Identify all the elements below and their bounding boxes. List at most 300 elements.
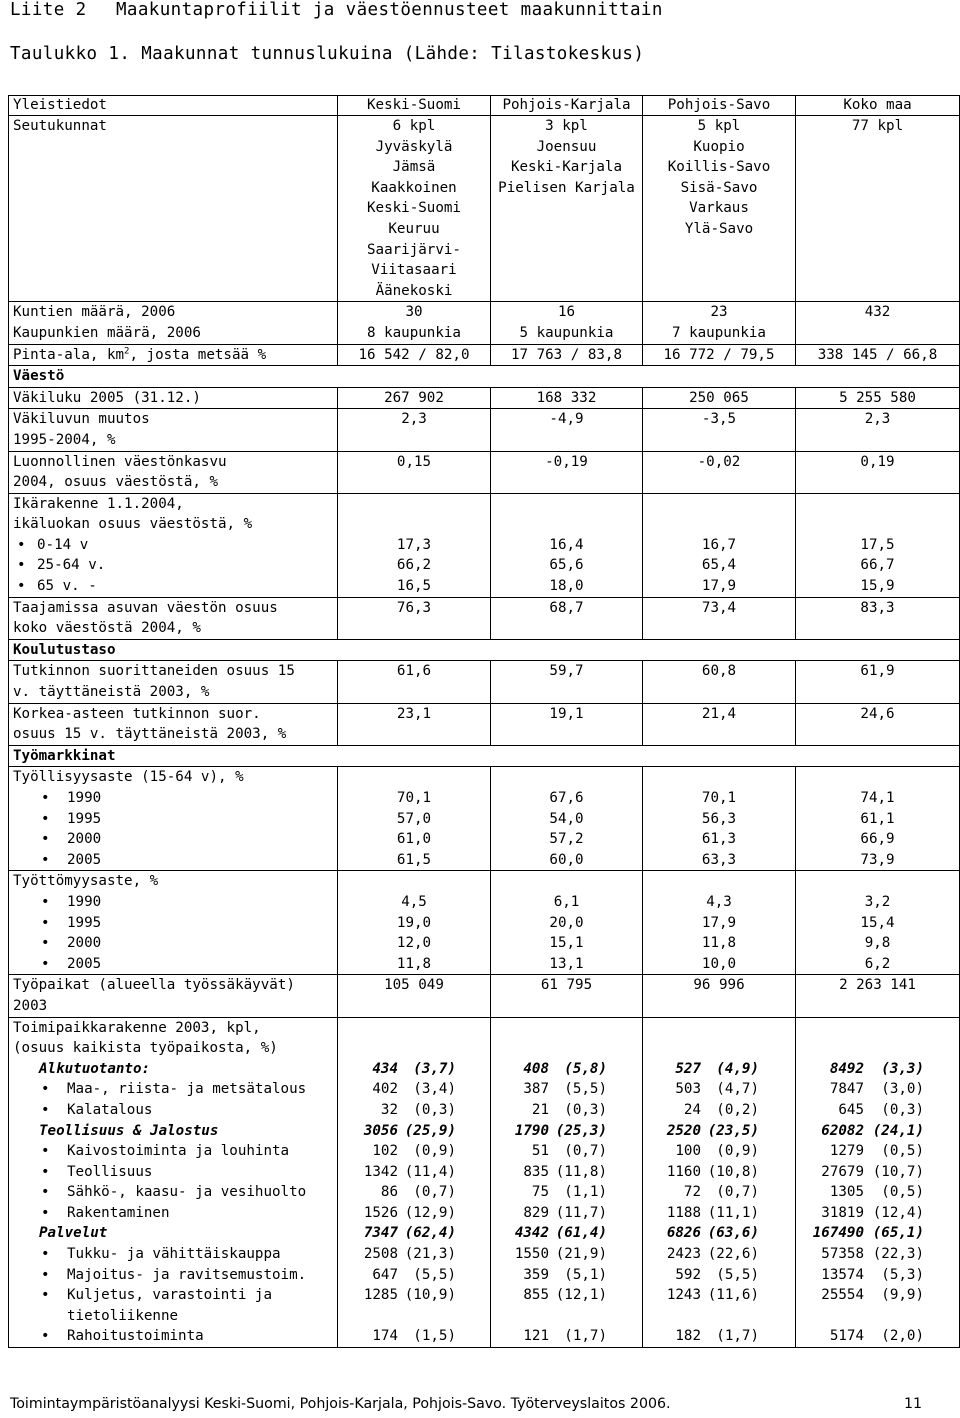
employee-share: (21,9)	[555, 1246, 607, 1263]
tyottomyysaste-item-label: 1990	[67, 893, 102, 910]
section-vaesto-row	[9, 366, 960, 388]
tyottomyysaste-item	[13, 892, 333, 913]
employee-share: (65,1)	[872, 1225, 924, 1242]
employee-count: 27679	[821, 1163, 864, 1180]
sector-item-value	[497, 1182, 638, 1203]
sector-item-value	[802, 1079, 955, 1100]
toimipaikkarakenne-spacer	[344, 1018, 486, 1059]
employee-share: (12,1)	[555, 1287, 607, 1304]
sector-item	[13, 1285, 333, 1326]
tyollisyysaste-spacer	[495, 767, 638, 788]
tyottomyysaste-value-cell	[338, 871, 491, 975]
employee-share: (5,3)	[881, 1266, 924, 1283]
employee-count: 62082	[821, 1122, 864, 1139]
employee-share: (11,1)	[707, 1204, 759, 1221]
ikarakenne-values: 17,5 66,7 15,9	[860, 536, 895, 595]
employee-share: (10,8)	[707, 1163, 759, 1180]
vakiluvun-muutos-value: -3,5	[643, 409, 796, 451]
seutukunnat-row	[9, 116, 960, 302]
employee-count: 1790	[514, 1122, 549, 1139]
taajamissa-value: 76,3	[338, 597, 491, 639]
pinta-ala-label-text: , josta metsää %	[129, 346, 267, 363]
seutukunnat-value: 6 kpl Jyväskylä Jämsä Kaakkoinen Keski-Suomi Keuruu Saarijärvi- Viitasaari Äänekoski	[338, 116, 491, 302]
column-header: Pohjois-Karjala	[491, 96, 643, 116]
sector-item-value	[344, 1244, 486, 1265]
tyollisyysaste-value-cell	[338, 767, 491, 871]
employee-share: (0,7)	[716, 1184, 759, 1201]
sector-total-value	[344, 1059, 486, 1080]
tyottomyysaste-item	[13, 933, 333, 954]
tyollisyysaste-values: 70,1 56,3 61,3 63,3	[701, 790, 737, 868]
tyottomyysaste-item-label: 2000	[67, 935, 102, 952]
employee-share: (0,3)	[413, 1101, 456, 1118]
sector-group-name: Palvelut	[39, 1225, 108, 1242]
sector-total-value	[802, 1223, 955, 1244]
ikarakenne-item	[13, 555, 333, 576]
sector-total-value	[649, 1121, 791, 1142]
employee-count: 174	[372, 1328, 398, 1345]
sector-item-label: Teollisuus	[67, 1163, 153, 1180]
sector-item-value	[802, 1182, 955, 1203]
tyottomyysaste-spacer	[800, 871, 955, 892]
sector-item	[13, 1100, 333, 1121]
vakiluvun-muutos-value: -4,9	[491, 409, 643, 451]
employee-share: (0,2)	[716, 1101, 759, 1118]
employee-count: 2423	[666, 1246, 701, 1263]
kunnat-value: 30 8 kaupunkia	[338, 302, 491, 344]
employee-share: (0,9)	[716, 1143, 759, 1160]
bullet-icon	[41, 850, 50, 871]
ikarakenne-values: 16,4 65,6 18,0	[549, 536, 584, 595]
section-tyomarkkinat: Työmarkkinat	[9, 745, 960, 767]
employee-count: 647	[372, 1266, 398, 1283]
vakiluku-label: Väkiluku 2005 (31.12.)	[9, 387, 338, 409]
employee-share: (4,7)	[716, 1081, 759, 1098]
employee-share: (12,9)	[404, 1204, 456, 1221]
employee-count: 51	[531, 1143, 549, 1160]
ikarakenne-item	[13, 576, 333, 597]
section-tyomarkkinat-row	[9, 745, 960, 767]
pinta-ala-label-sup: 2	[124, 345, 130, 356]
employee-count: 21	[531, 1101, 549, 1118]
bullet-icon	[41, 788, 50, 809]
column-header: Koko maa	[796, 96, 960, 116]
employee-count: 182	[675, 1328, 701, 1345]
employee-share: (21,3)	[404, 1246, 456, 1263]
bullet-icon	[17, 555, 26, 576]
tyottomyysaste-item	[13, 913, 333, 934]
sector-item	[13, 1182, 333, 1203]
employee-share: (1,7)	[716, 1328, 759, 1345]
korkea-asteen-value: 21,4	[643, 703, 796, 745]
employee-count: 1550	[514, 1246, 549, 1263]
luonnollinen-vaestonkasvu-row	[9, 451, 960, 493]
toimipaikkarakenne-spacer	[497, 1018, 638, 1059]
employee-share: (0,5)	[881, 1184, 924, 1201]
bullet-icon	[41, 913, 50, 934]
sector-item-value	[649, 1244, 791, 1265]
ikarakenne-item-label: 0-14 v	[37, 536, 89, 553]
seutukunnat-label: Seutukunnat	[9, 116, 338, 302]
toimipaikkarakenne-value-cell	[491, 1017, 643, 1348]
employee-share: (0,7)	[564, 1143, 607, 1160]
vakiluvun-muutos-row	[9, 409, 960, 451]
employee-count: 31819	[821, 1204, 864, 1221]
kunnat-value: 23 7 kaupunkia	[643, 302, 796, 344]
toimipaikkarakenne-value-cell	[796, 1017, 960, 1348]
employee-count: 855	[523, 1287, 549, 1304]
employee-count: 1305	[829, 1184, 864, 1201]
tyottomyysaste-values: 4,5 19,0 12,0 11,8	[396, 893, 432, 972]
appendix-number: Liite 2	[10, 0, 87, 20]
sector-total-value	[649, 1059, 791, 1080]
vakiluvun-muutos-value: 2,3	[338, 409, 491, 451]
employee-count: 6826	[666, 1225, 701, 1242]
employee-count: 5174	[829, 1328, 864, 1345]
employee-count: 57358	[821, 1246, 864, 1263]
sector-item-value	[344, 1162, 486, 1183]
employee-count: 527	[675, 1060, 701, 1077]
bullet-icon	[41, 1265, 50, 1286]
tyollisyysaste-values: 74,1 61,1 66,9 73,9	[860, 790, 895, 868]
sector-item-value	[497, 1326, 638, 1347]
vakiluku-value: 267 902	[338, 387, 491, 409]
sector-item-value	[649, 1265, 791, 1286]
seutukunnat-value: 5 kpl Kuopio Koillis-Savo Sisä-Savo Varkaus Ylä-Savo	[643, 116, 796, 302]
sector-item	[13, 1265, 333, 1286]
employee-share: (25,9)	[404, 1122, 456, 1139]
employee-share: (3,7)	[413, 1060, 456, 1077]
kunnat-row	[9, 302, 960, 344]
employee-share: (4,9)	[716, 1060, 759, 1077]
tyottomyysaste-value-cell	[796, 871, 960, 975]
sector-item	[13, 1244, 333, 1265]
sector-item-value	[344, 1100, 486, 1121]
tutkinnon-suorittaneet-label: Tutkinnon suorittaneiden osuus 15 v. täyttäneistä 2003, %	[9, 661, 338, 703]
tyollisyysaste-label-cell	[9, 767, 338, 871]
ikarakenne-row	[9, 493, 960, 597]
sector-item-value	[649, 1079, 791, 1100]
tutkinnon-suorittaneet-value: 60,8	[643, 661, 796, 703]
sector-item-value	[649, 1203, 791, 1224]
statistics-table	[8, 95, 960, 1348]
tyottomyysaste-item	[13, 954, 333, 975]
employee-count: 1526	[363, 1204, 398, 1221]
employee-count: 25554	[821, 1287, 864, 1304]
sector-total-value	[497, 1059, 638, 1080]
tyollisyysaste-item	[13, 829, 333, 850]
sector-item-value	[344, 1285, 486, 1326]
employee-share: (5,5)	[564, 1081, 607, 1098]
sector-item-value	[344, 1141, 486, 1162]
tyollisyysaste-spacer	[800, 767, 955, 788]
tyopaikat-value: 105 049	[338, 975, 491, 1017]
sector-item-value	[497, 1100, 638, 1121]
sector-item-value	[344, 1182, 486, 1203]
employee-count: 24	[683, 1101, 701, 1118]
employee-count: 1243	[666, 1287, 701, 1304]
sector-total-value	[649, 1223, 791, 1244]
vakiluku-row	[9, 387, 960, 409]
appendix-title: Maakuntaprofiilit ja väestöennusteet maakunnittain	[116, 0, 663, 20]
sector-item-value	[497, 1079, 638, 1100]
toimipaikkarakenne-row	[9, 1017, 960, 1348]
employee-share: (11,8)	[555, 1163, 607, 1180]
employee-count: 86	[380, 1184, 398, 1201]
employee-share: (22,6)	[707, 1246, 759, 1263]
toimipaikkarakenne-spacer	[649, 1018, 791, 1059]
pinta-ala-value: 16 772 / 79,5	[643, 344, 796, 366]
employee-share: (3,0)	[881, 1081, 924, 1098]
employee-share: (24,1)	[872, 1122, 924, 1139]
taajamissa-value: 73,4	[643, 597, 796, 639]
sector-group-name: Alkutuotanto:	[39, 1060, 151, 1077]
sector-item-label: Kuljetus, varastointi ja tietoliikenne	[67, 1287, 272, 1324]
seutukunnat-value: 77 kpl	[796, 116, 960, 302]
employee-share: (5,1)	[564, 1266, 607, 1283]
sector-item-value	[649, 1182, 791, 1203]
employee-share: (0,7)	[413, 1184, 456, 1201]
bullet-icon	[41, 892, 50, 913]
tyottomyysaste-item-label: 1995	[67, 914, 102, 931]
employee-share: (63,6)	[707, 1225, 759, 1242]
employee-share: (25,3)	[555, 1122, 607, 1139]
bullet-icon	[41, 1141, 50, 1162]
tyollisyysaste-item	[13, 788, 333, 809]
taajamissa-label: Taajamissa asuvan väestön osuus koko väestöstä 2004, %	[9, 597, 338, 639]
sector-item-label: Sähkö-, kaasu- ja vesihuolto	[67, 1184, 307, 1201]
table-header-row	[9, 96, 960, 116]
sector-item-value	[802, 1100, 955, 1121]
bullet-icon	[41, 1244, 50, 1265]
employee-count: 7847	[829, 1081, 864, 1098]
bullet-icon	[41, 1100, 50, 1121]
tutkinnon-suorittaneet-value: 59,7	[491, 661, 643, 703]
kunnat-label: Kuntien määrä, 2006 Kaupunkien määrä, 2006	[9, 302, 338, 344]
employee-count: 2508	[363, 1246, 398, 1263]
bullet-icon	[41, 954, 50, 975]
employee-share: (62,4)	[404, 1225, 456, 1242]
column-header-general: Yleistiedot	[9, 96, 338, 116]
employee-share: (3,4)	[413, 1081, 456, 1098]
vakiluku-value: 250 065	[643, 387, 796, 409]
sector-item-label: Kalatalous	[67, 1101, 153, 1118]
sector-item-value	[802, 1265, 955, 1286]
sector-total-value	[802, 1059, 955, 1080]
ikarakenne-spacer	[495, 494, 638, 535]
tyopaikat-value: 96 996	[643, 975, 796, 1017]
employee-share: (11,6)	[707, 1287, 759, 1304]
sector-item-value	[649, 1141, 791, 1162]
sector-total-value	[344, 1223, 486, 1244]
tyopaikat-value: 2 263 141	[796, 975, 960, 1017]
employee-count: 359	[523, 1266, 549, 1283]
section-vaesto: Väestö	[9, 366, 960, 388]
kunnat-value: 16 5 kaupunkia	[491, 302, 643, 344]
luonnollinen-vaestonkasvu-value: -0,19	[491, 451, 643, 493]
sector-item	[13, 1326, 333, 1347]
ikarakenne-value-cell	[338, 493, 491, 597]
sector-total-value	[497, 1121, 638, 1142]
sector-item	[13, 1141, 333, 1162]
employee-count: 1285	[363, 1287, 398, 1304]
kunnat-value: 432	[796, 302, 960, 344]
luonnollinen-vaestonkasvu-value: 0,19	[796, 451, 960, 493]
sector-group-name: Teollisuus & Jalostus	[39, 1122, 219, 1139]
sector-total-value	[497, 1223, 638, 1244]
employee-share: (10,7)	[872, 1163, 924, 1180]
sector-item	[13, 1162, 333, 1183]
pinta-ala-label	[9, 344, 338, 366]
vakiluku-value: 168 332	[491, 387, 643, 409]
employee-share: (5,5)	[413, 1266, 456, 1283]
sector-item-value	[497, 1203, 638, 1224]
employee-count: 32	[380, 1101, 398, 1118]
employee-count: 1342	[363, 1163, 398, 1180]
pinta-ala-label-text: Pinta-ala, km	[13, 346, 125, 363]
sector-item-value	[802, 1141, 955, 1162]
luonnollinen-vaestonkasvu-label: Luonnollinen väestönkasvu 2004, osuus väestöstä, %	[9, 451, 338, 493]
pinta-ala-value: 16 542 / 82,0	[338, 344, 491, 366]
section-koulutustaso: Koulutustaso	[9, 639, 960, 661]
ikarakenne-spacer	[800, 494, 955, 535]
tyollisyysaste-value-cell	[643, 767, 796, 871]
toimipaikkarakenne-label-cell	[9, 1017, 338, 1348]
page-number: 11	[903, 1396, 922, 1412]
bullet-icon	[41, 1162, 50, 1183]
sector-item-value	[802, 1326, 955, 1347]
tyollisyysaste-values: 67,6 54,0 57,2 60,0	[549, 790, 584, 868]
bullet-icon	[17, 576, 26, 597]
taajamissa-value: 83,3	[796, 597, 960, 639]
bullet-icon	[41, 1326, 50, 1347]
employee-share: (2,0)	[881, 1328, 924, 1345]
sector-item-label: Rakentaminen	[67, 1204, 170, 1221]
toimipaikkarakenne-value-cell	[338, 1017, 491, 1348]
sector-item-value	[802, 1285, 955, 1326]
employee-count: 1160	[666, 1163, 701, 1180]
sector-item-value	[649, 1100, 791, 1121]
employee-share: (0,3)	[564, 1101, 607, 1118]
employee-count: 503	[675, 1081, 701, 1098]
tutkinnon-suorittaneet-value: 61,9	[796, 661, 960, 703]
sector-item-value	[649, 1326, 791, 1347]
employee-count: 100	[675, 1143, 701, 1160]
employee-count: 3056	[363, 1122, 398, 1139]
tyollisyysaste-row	[9, 767, 960, 871]
tyopaikat-row	[9, 975, 960, 1017]
sector-total-value	[802, 1121, 955, 1142]
bullet-icon	[17, 535, 26, 556]
table-title: Taulukko 1. Maakunnat tunnuslukuina (Lähde: Tilastokeskus)	[10, 44, 645, 64]
employee-share: (0,3)	[881, 1101, 924, 1118]
employee-share: (5,8)	[564, 1060, 607, 1077]
sector-item-value	[649, 1162, 791, 1183]
tyollisyysaste-item	[13, 809, 333, 830]
employee-count: 1188	[666, 1204, 701, 1221]
sector-item-value	[802, 1244, 955, 1265]
bullet-icon	[41, 1182, 50, 1203]
employee-count: 835	[523, 1163, 549, 1180]
sector-item	[13, 1203, 333, 1224]
tyottomyysaste-values: 6,1 20,0 15,1 13,1	[549, 893, 584, 972]
ikarakenne-value-cell	[491, 493, 643, 597]
taajamissa-row	[9, 597, 960, 639]
column-header: Keski-Suomi	[338, 96, 491, 116]
sector-item-value	[497, 1141, 638, 1162]
taajamissa-value: 68,7	[491, 597, 643, 639]
sector-item-value	[497, 1265, 638, 1286]
tyollisyysaste-values: 70,1 57,0 61,0 61,5	[396, 790, 432, 868]
pinta-ala-value: 17 763 / 83,8	[491, 344, 643, 366]
tyottomyysaste-spacer	[647, 871, 791, 892]
sector-item-value	[344, 1079, 486, 1100]
toimipaikkarakenne-label: Toimipaikkarakenne 2003, kpl, (osuus kaikista työpaikosta, %)	[13, 1019, 278, 1057]
sector-total-value	[344, 1121, 486, 1142]
toimipaikkarakenne-value-cell	[643, 1017, 796, 1348]
tyollisyysaste-item-label: 1995	[67, 810, 102, 827]
employee-count: 7347	[363, 1225, 398, 1242]
ikarakenne-item-label: 65 v. -	[37, 578, 97, 595]
korkea-asteen-value: 24,6	[796, 703, 960, 745]
employee-count: 121	[523, 1328, 549, 1345]
bullet-icon	[41, 933, 50, 954]
employee-share: (1,5)	[413, 1328, 456, 1345]
employee-count: 645	[838, 1101, 864, 1118]
employee-share: (12,4)	[872, 1204, 924, 1221]
bullet-icon	[41, 809, 50, 830]
sector-item-value	[344, 1326, 486, 1347]
employee-count: 102	[372, 1143, 398, 1160]
tyopaikat-value: 61 795	[491, 975, 643, 1017]
tyottomyysaste-value-cell	[643, 871, 796, 975]
employee-share: (5,5)	[716, 1266, 759, 1283]
tutkinnon-suorittaneet-value: 61,6	[338, 661, 491, 703]
employee-count: 75	[531, 1184, 549, 1201]
ikarakenne-item	[13, 535, 333, 556]
ikarakenne-label: Ikärakenne 1.1.2004, ikäluokan osuus väestöstä, %	[13, 495, 253, 533]
tutkinnon-suorittaneet-row	[9, 661, 960, 703]
luonnollinen-vaestonkasvu-value: 0,15	[338, 451, 491, 493]
employee-count: 402	[372, 1081, 398, 1098]
tyollisyysaste-item-label: 1990	[67, 790, 102, 806]
bullet-icon	[41, 1079, 50, 1100]
vakiluvun-muutos-value: 2,3	[796, 409, 960, 451]
bullet-icon	[41, 829, 50, 850]
sector-item	[13, 1079, 333, 1100]
employee-count: 1279	[829, 1143, 864, 1160]
employee-share: (1,7)	[564, 1328, 607, 1345]
ikarakenne-spacer	[342, 494, 486, 535]
tyottomyysaste-label-cell	[9, 871, 338, 975]
korkea-asteen-value: 23,1	[338, 703, 491, 745]
tyottomyysaste-value-cell	[491, 871, 643, 975]
tyollisyysaste-label: Työllisyysaste (15-64 v), %	[13, 769, 244, 786]
employee-count: 167490	[812, 1225, 864, 1242]
vakiluvun-muutos-label: Väkiluvun muutos 1995-2004, %	[9, 409, 338, 451]
korkea-asteen-label: Korkea-asteen tutkinnon suor. osuus 15 v. täyttäneistä 2003, %	[9, 703, 338, 745]
ikarakenne-values: 17,3 66,2 16,5	[396, 536, 432, 595]
sector-item-label: Kaivostoiminta ja louhinta	[67, 1143, 290, 1160]
tyollisyysaste-item-label: 2005	[67, 851, 102, 868]
employee-share: (22,3)	[872, 1246, 924, 1263]
column-header: Pohjois-Savo	[643, 96, 796, 116]
tyottomyysaste-spacer	[342, 871, 486, 892]
sector-item-value	[497, 1244, 638, 1265]
korkea-asteen-row	[9, 703, 960, 745]
employee-share: (10,9)	[404, 1287, 456, 1304]
ikarakenne-label-cell	[9, 493, 338, 597]
